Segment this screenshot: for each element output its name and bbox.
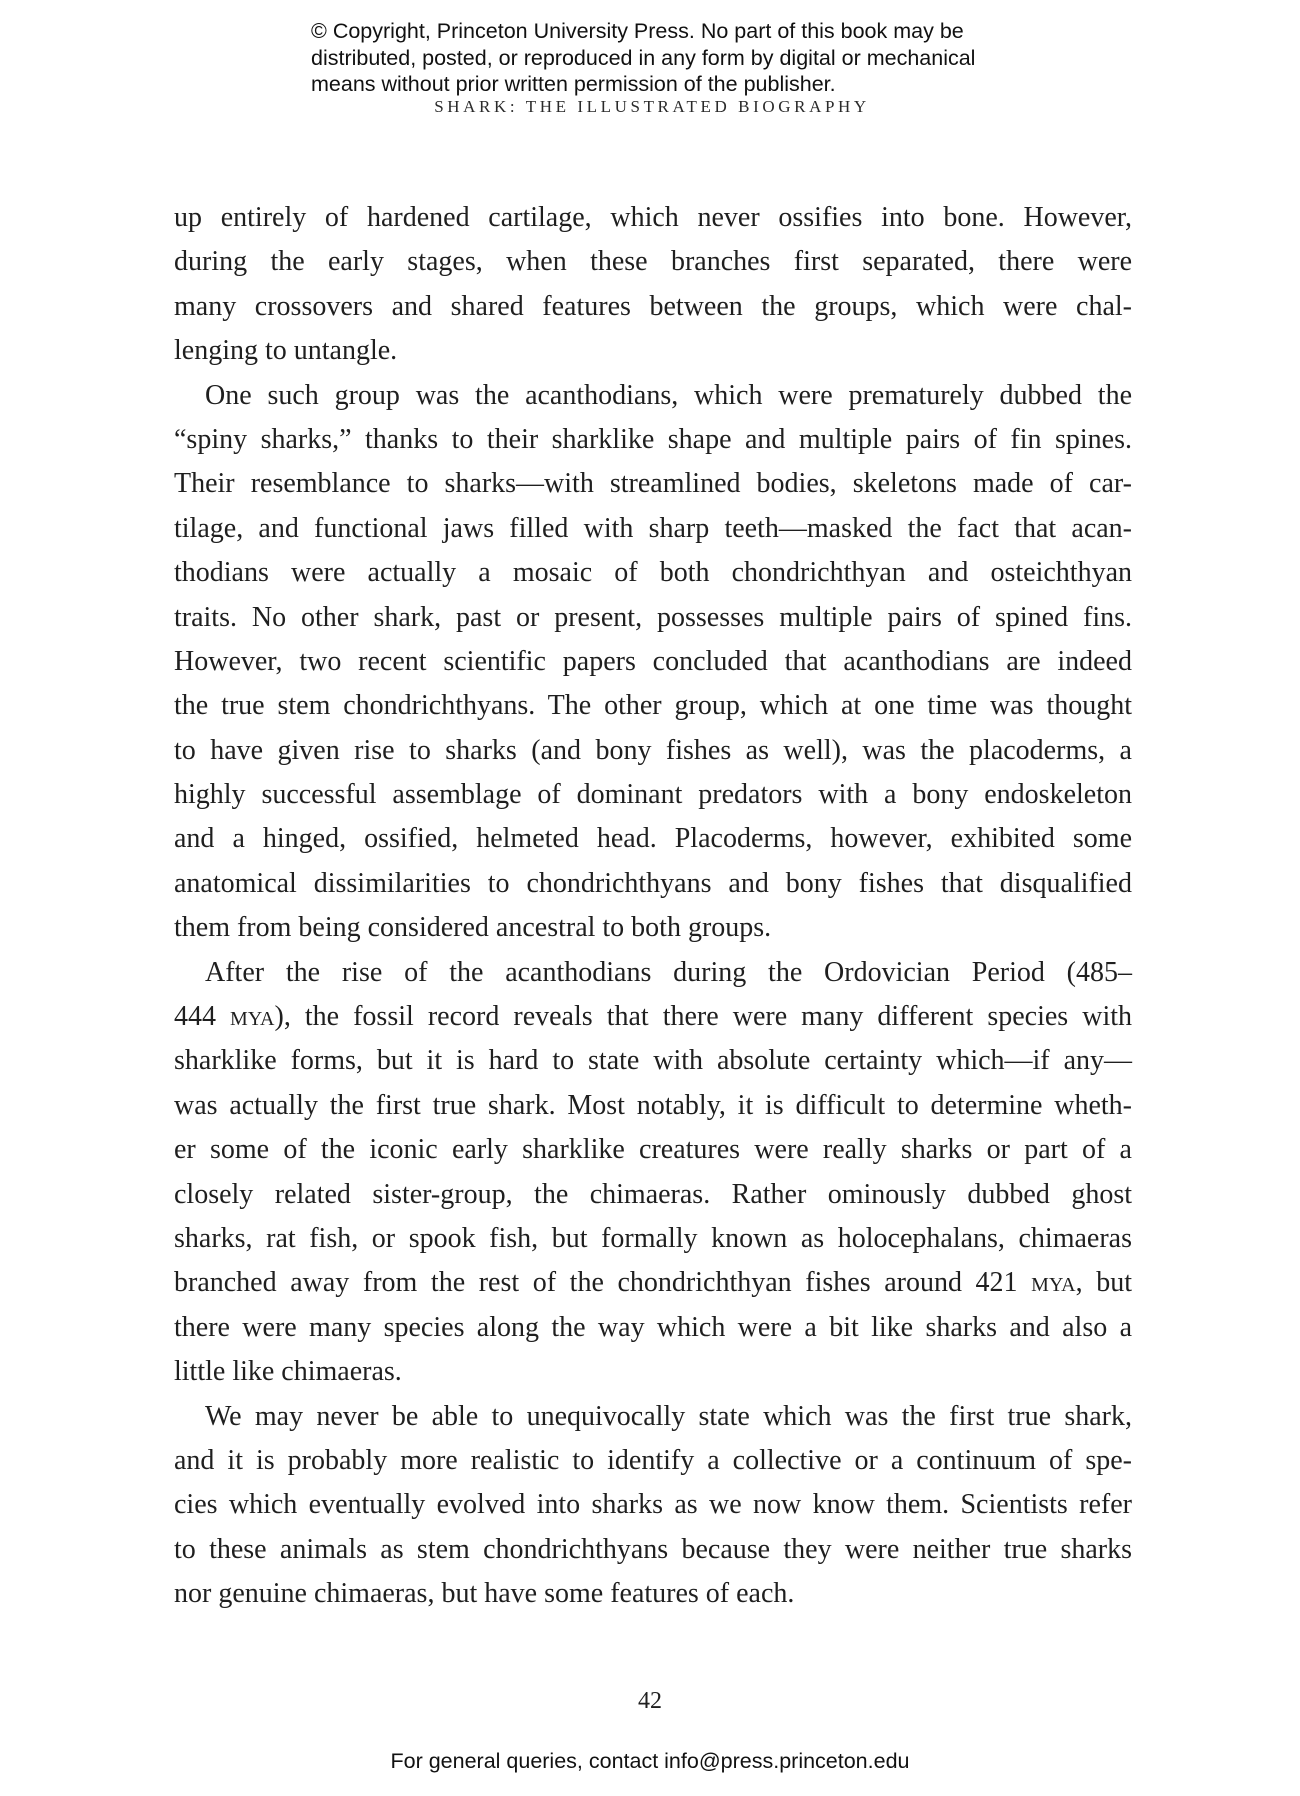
text-line: “spiny sharks,” thanks to their sharklike shape and multiple pairs of fin spines.: [174, 423, 1132, 455]
text-line: sharks, rat fish, or spook fish, but formally known as holocephalans, chimaeras: [174, 1222, 1132, 1254]
text-line: Their resemblance to sharks—with streamlined bodies, skeletons made of car-: [174, 468, 1132, 500]
running-head: SHARK: THE ILLUSTRATED BIOGRAPHY: [434, 97, 870, 116]
text-line: there were many species along the way which were a bit like sharks and also a: [174, 1311, 1132, 1343]
text-line: We may never be able to unequivocally state which was the first true shark,: [205, 1400, 1132, 1432]
text-line: little like chimaeras.: [174, 1356, 402, 1388]
text-line: to have given rise to sharks (and bony fishes as well), was the placoderms, a: [174, 734, 1132, 766]
text-line: many crossovers and shared features between the groups, which were chal-: [174, 290, 1132, 322]
text-line: cies which eventually evolved into sharks as we now know them. Scientists refer: [174, 1489, 1132, 1521]
small-caps-abbrev: mya: [1031, 1267, 1076, 1299]
text-line: highly successful assemblage of dominant predators with a bony endoskeleton: [174, 779, 1132, 811]
copyright-line: © Copyright, Princeton University Press. No part of this book may be: [311, 19, 964, 43]
text-line: One such group was the acanthodians, which were prematurely dubbed the: [205, 379, 1132, 411]
text-line: After the rise of the acanthodians during the Ordovician Period (485–: [205, 956, 1132, 988]
copyright-line: distributed, posted, or reproduced in any form by digital or mechanical: [311, 45, 976, 70]
paragraph: [174, 196, 1132, 374]
text-line: sharklike forms, but it is hard to state with absolute certainty which—if any—: [174, 1045, 1132, 1077]
text-line: and it is probably more realistic to identify a collective or a continuum of spe-: [174, 1444, 1132, 1476]
contact-footer: For general queries, contact info@press.princeton.edu: [390, 1749, 910, 1773]
text-line: traits. No other shark, past or present, possesses multiple pairs of spined fins.: [174, 601, 1132, 633]
text-line: 444 mya), the fossil record reveals that there were many different species with: [174, 1001, 1133, 1033]
body-text: [174, 196, 1132, 1617]
small-caps-abbrev: mya: [230, 1001, 275, 1033]
paragraph: [174, 1395, 1132, 1617]
copyright-notice: [311, 18, 991, 98]
copyright-line: means without prior written permission of the publisher.: [311, 72, 836, 96]
page-number: 42: [638, 1688, 662, 1714]
paragraph: [174, 374, 1132, 951]
text-line: nor genuine chimaeras, but have some features of each.: [174, 1578, 795, 1610]
text-line: lenging to untangle.: [174, 335, 398, 367]
text-line: them from being considered ancestral to both groups.: [174, 912, 772, 944]
text-line: However, two recent scientific papers concluded that acanthodians are indeed: [174, 645, 1132, 677]
text-line: branched away from the rest of the chondrichthyan fishes around 421 mya, but: [174, 1267, 1132, 1299]
text-line: was actually the first true shark. Most notably, it is difficult to determine wheth-: [174, 1089, 1132, 1121]
text-line: er some of the iconic early sharklike creatures were really sharks or part of a: [174, 1134, 1132, 1166]
text-line: and a hinged, ossified, helmeted head. Placoderms, however, exhibited some: [174, 823, 1132, 855]
text-line: during the early stages, when these branches first separated, there were: [174, 246, 1132, 278]
text-line: thodians were actually a mosaic of both chondrichthyan and osteichthyan: [174, 557, 1132, 589]
text-line: anatomical dissimilarities to chondrichthyans and bony fishes that disqualified: [174, 867, 1132, 899]
text-line: the true stem chondrichthyans. The other group, which at one time was thought: [174, 690, 1132, 722]
text-line: up entirely of hardened cartilage, which never ossifies into bone. However,: [174, 202, 1132, 233]
paragraph: [174, 951, 1132, 1395]
text-line: to these animals as stem chondrichthyans because they were neither true sharks: [174, 1533, 1132, 1565]
text-line: tilage, and functional jaws filled with sharp teeth—masked the fact that acan-: [174, 512, 1132, 544]
text-line: closely related sister-group, the chimaeras. Rather ominously dubbed ghost: [174, 1178, 1132, 1210]
